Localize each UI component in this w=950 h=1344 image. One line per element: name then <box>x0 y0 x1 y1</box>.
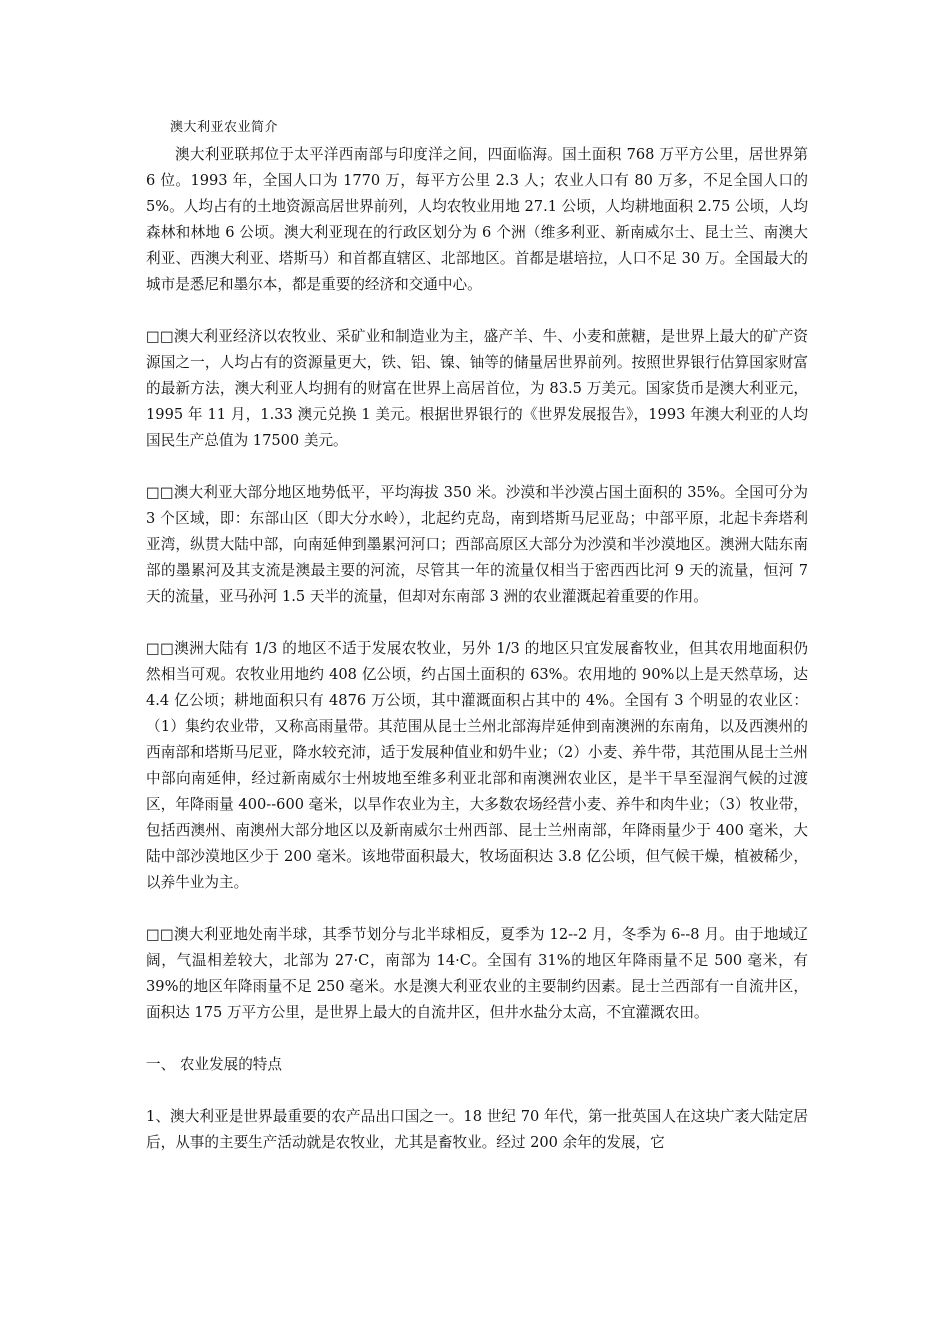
paragraph-climate: □□澳大利亚地处南半球，其季节划分与北半球相反，夏季为 12--2 月，冬季为 6--8 月。由于地域辽阔，气温相差较大，北部为 27·C，南部为 14·C。全国有 31%的地区年降雨量不足 500 毫米，有 39%的地区年降雨量不足 250 毫米。水是澳大利亚农业的主要制约因素。昆士兰西部有一自流井区，面积达 175 万平方公里，是世界上最大的自流井区，但井水盐分太高，不宜灌溉农田。 <box>146 926 808 1021</box>
paragraph-overview: 澳大利亚联邦位于太平洋西南部与印度洋之间，四面临海。国土面积 768 万平方公里，居世界第 6 位。1993 年，全国人口为 1770 万，每平方公里 2.3 人；农业人口有 80 万多，不足全国人口的 5%。人均占有的土地资源高居世界前列，人均农牧业用地 27.1 公顷，人均耕地面积 2.75 公顷，人均森林和林地 6 公顷。澳大利亚现在的行政区划分为 6 个洲（维多利亚、新南威尔士、昆士兰、南澳大利亚、西澳大利亚、塔斯马）和首都直辖区、北部地区。首都是堪培拉，人口不足 30 万。全国最大的城市是悉尼和墨尔本，都是重要的经济和交通中心。 <box>146 146 808 293</box>
paragraph-terrain: □□澳大利亚大部分地区地势低平，平均海拔 350 米。沙漠和半沙漠占国土面积的 35%。全国可分为 3 个区域，即：东部山区（即大分水岭），北起约克岛，南到塔斯马尼亚岛；中部平原，北起卡奔塔利亚湾，纵贯大陆中部，向南延伸到墨累河河口；西部高原区大部分为沙漠和半沙漠地区。澳洲大陆东南部的墨累河及其支流是澳最主要的河流，尽管其一年的流量仅相当于密西西比河 9 天的流量，恒河 7 天的流量，亚马孙河 1.5 天半的流量，但却对东南部 3 洲的农业灌溉起着重要的作用。 <box>146 484 808 605</box>
paragraph-economy: □□澳大利亚经济以农牧业、采矿业和制造业为主，盛产羊、牛、小麦和蔗糖，是世界上最大的矿产资源国之一，人均占有的资源量更大，铁、铝、镍、铀等的储量居世界前列。按照世界银行估算国家财富的最新方法，澳大利亚人均拥有的财富在世界上高居首位，为 83.5 万美元。国家货币是澳大利亚元，1995 年 11 月，1.33 澳元兑换 1 美元。根据世界银行的《世界发展报告》，1993 年澳大利亚的人均国民生产总值为 17500 美元。 <box>146 328 808 449</box>
paragraph-spacer <box>146 896 808 922</box>
document-page <box>146 118 808 1156</box>
paragraph-spacer <box>146 610 808 636</box>
paragraph-spacer <box>146 1026 808 1052</box>
paragraph-export: 1、澳大利亚是世界最重要的农产品出口国之一。18 世纪 70 年代，第一批英国人在这块广袤大陆定居后，从事的主要生产活动就是农牧业，尤其是畜牧业。经过 200 余年的发展，它 <box>146 1108 808 1151</box>
section-heading: 一、 农业发展的特点 <box>146 1056 282 1073</box>
paragraph-spacer <box>146 298 808 324</box>
document-title: 澳大利亚农业简介 <box>170 120 279 135</box>
paragraph-spacer <box>146 1078 808 1104</box>
paragraph-agricultural-zones: □□澳洲大陆有 1/3 的地区不适于发展农牧业，另外 1/3 的地区只宜发展畜牧业，但其农用地面积仍然相当可观。农牧业用地约 408 亿公顷，约占国土面积的 63%。农用地的 90%以上是天然草场，达 4.4 亿公顷；耕地面积只有 4876 万公顷，其中灌溉面积占其中的 4%。全国有 3 个明显的农业区：（1）集约农业带，又称高雨量带。其范围从昆士兰州北部海岸延伸到南澳洲的东南角，以及西澳州的西南部和塔斯马尼亚，降水较充沛，适于发展种值业和奶牛业；（2）小麦、养牛带，其范围从昆士兰州中部向南延伸，经过新南威尔士州坡地至维多利亚北部和南澳洲农业区，是半干旱至湿润气候的过渡区，年降雨量 400--600 毫米，以旱作农业为主，大多数农场经营小麦、养牛和肉牛业；（3）牧业带，包括西澳州、南澳州大部分地区以及新南威尔士州西部、昆士兰州南部，年降雨量少于 400 毫米，大陆中部沙漠地区少于 200 毫米。该地带面积最大，牧场面积达 3.8 亿公顷，但气候干燥，植被稀少，以养牛业为主。 <box>146 640 808 891</box>
paragraph-spacer <box>146 454 808 480</box>
